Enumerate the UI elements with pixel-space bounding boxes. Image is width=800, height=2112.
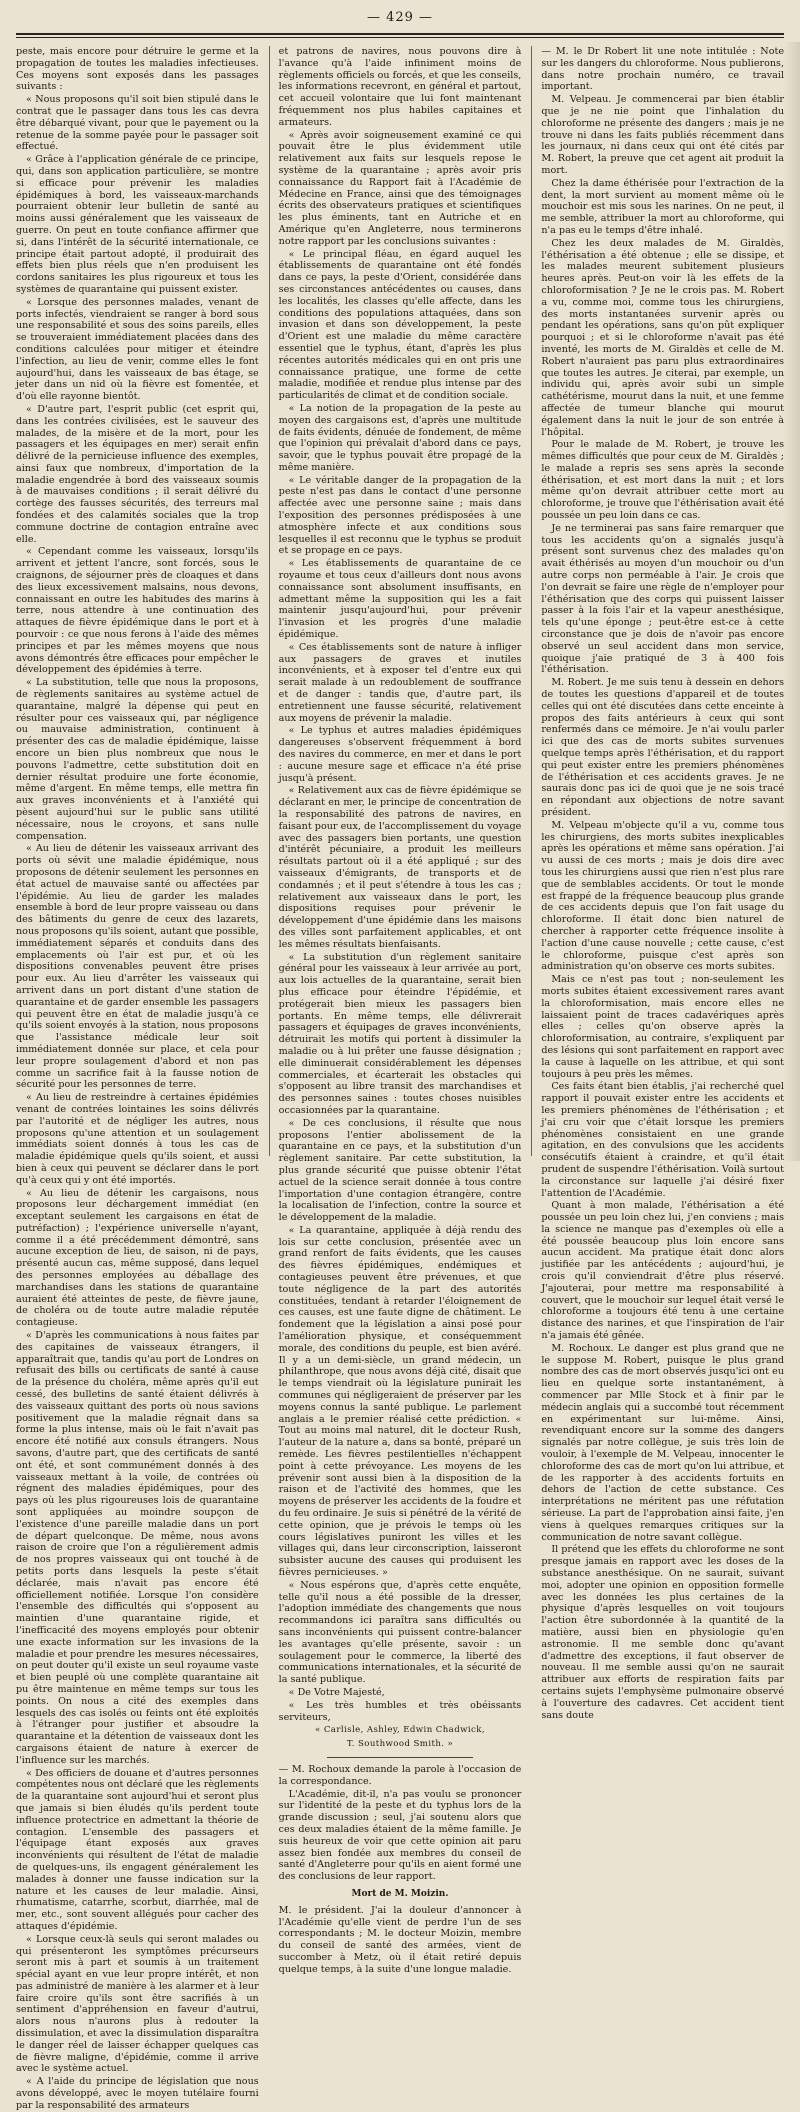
paragraph: Pour le malade de M. Robert, je trouve les mêmes difficultés que pour ceux de M. Giraldès ; le malade a repris ses sens après la seconde éthérisation, et est mort dans la nuit ; et lors même qu'on devrait attribuer cette mort au chloroforme, je trouve que l'éthérisation avait été poussée un peu loin dans ce cas. xyxy=(541,439,785,522)
paragraph: Quant à mon malade, l'éthérisation a été poussée un peu loin chez lui, j'en conviens ; mais la science ne manque pas d'exemples où elle a été poussée beaucoup plus loin encore sans aucun accident. Ma pratique était donc alors justifiée par les antécédents ; aujourd'hui, je crois qu'il conviendrait d'être plus réservé. J'ajouterai, pour mettre ma responsabilité à couvert, que le mouchoir sur lequel était versé le chloroforme a toujours été tenu à une certaine distance des narines, et que l'inspiration de l'air n'a jamais été gênée. xyxy=(541,1200,785,1342)
middle-main-text xyxy=(279,46,522,1723)
paragraph: « Le typhus et autres maladies épidémiques dangereuses s'observent fréquemment à bord des navires du commerce, en mer et dans le port : aucune mesure sage et efficace n'a été prise jusqu'à présent. xyxy=(278,725,522,784)
header-rule xyxy=(16,33,784,35)
page-number: — 429 — xyxy=(366,10,434,25)
paragraph: « Nous proposons qu'il soit bien stipulé dans le contrat que le passager dans tous les cas devra être débarqué vivant, pour que le payement ou la retenue de la somme payée pour le passager soit effectué. xyxy=(16,94,259,153)
paragraph: « Au lieu de détenir les vaisseaux arrivant des ports où sévit une maladie épidémique, nous proposons de détenir seulement les personnes en état actuel de mauvaise santé ou affectées par l'épidémie. Au lieu de garder les malades ensemble à bord de leur propre vaisseau ou dans des bâtiments du genre de ceux des lazarets, nous proposons qu'ils soient, autant que possible, immédiatement séparés et conduits dans des emplacements où l'air est pur, et où les dispositions convenables peuvent être prises pour eux. Au lieu d'arrêter les vaisseaux qui arrivent dans un port distant d'une station de quarantaine et de garder ensemble les passagers qui peuvent être en état de maladie jusqu'à ce qu'ils soient envoyés à la station, nous proposons que l'assistance médicale leur soit immédiatement donnée sur place, et cela pour leur propre soulagement d'abord et non pas comme un sacrifice fait à la fausse notion de sécurité pour les personnes de terre. xyxy=(16,843,259,1091)
paragraph: « Grâce à l'application générale de ce principe, qui, dans son application particulière, se montre si efficace pour prévenir les maladies épidémiques à bord, les vaisseaux-marchands pourraient obtenir leur bulletin de santé au moins aussi généralement que les vaisseaux de guerre. On peut en toute confiance affirmer que si, dans l'intérêt de la sécurité internationale, ce principe était partout adopté, il produirait des effets bien plus réels que n'en produisent les cordons sanitaires les plus rigoureux et tous les systèmes de quarantaine qui puissent exister. xyxy=(16,154,259,295)
paragraph: « La substitution d'un règlement sanitaire général pour les vaisseaux à leur arrivée au port, aux lois actuelles de la quarantaine, serait bien plus efficace pour éteindre l'épidémie, et protégerait bien mieux les passagers bien portants. En même temps, elle délivrerait passagers et équipages de graves inconvénients, détruirait les motifs qui portent à dissimuler la maladie ou à lui prêter une fausse désignation ; elle diminuerait considérablement les dépenses commerciales, et écarterait les obstacles qui s'opposent au libre transit des marchandises et des personnes saines : toutes choses nuisibles occasionnées par la quarantaine. xyxy=(278,951,522,1116)
paragraph: M. Velpeau m'objecte qu'il a vu, comme tous les chirurgiens, des morts subites inexplicables après les opérations et même sans opération. J'ai vu aussi de ces morts ; mais je dois dire avec tous les chirurgiens aussi que rien n'est plus rare que de semblables accidents. Or tout le monde est frappé de la fréquence beaucoup plus grande de ces accidents depuis que l'on fait usage du chloroforme. Il était donc bien naturel de chercher à rapporter cette fréquence insolite à l'action d'une cause nouvelle ; cette cause, c'est le chloroforme, puisque c'est après son administration qu'on observe ces morts subites. xyxy=(541,819,785,973)
paragraph: M. le président. J'ai la douleur d'annoncer à l'Académie qu'elle vient de perdre l'un de ses correspondants ; M. le docteur Moizin, membre du conseil de santé des armées, vient de succomber à Metz, où il était retiré depuis quelque temps, à la suite d'une longue maladie. xyxy=(278,1904,522,1975)
paragraph: Chez la dame éthérisée pour l'extraction de la dent, la mort survient au moment même où le mouchoir est mis sous les narines. On ne peut, il me semble, attribuer la mort au chloroforme, qui n'a pas eu le temps d'être inhalé. xyxy=(541,177,785,236)
section-subhead: Mort de M. Moizin. xyxy=(351,1888,449,1899)
paragraph: « D'après les communications à nous faites par des capitaines de vaisseaux étrangers, il apparaîtrait que, tandis qu'au port de Londres on refusait des bills ou certificats de santé à cause de la présence du choléra, même après qu'il eut cessé, des bulletins de santé étaient délivrés à des vaisseaux quittant des ports où nous savions positivement que la maladie régnait dans sa forme la plus intense, mais où le fait n'avait pas encore été notifié aux consuls étrangers. Nous savons, d'autre part, que des certificats de santé ont été, et sont communément donnés à des vaisseaux mettant à la voile, de contrées où régnent des maladies épidémiques, pour des pays où les plus rigoureuses lois de quarantaine sont appliquées au moindre soupçon de l'existence d'une pareille maladie dans un port de départ quelconque. De même, nous avons raison de croire que l'on a régulièrement admis de nos propres vaisseaux qui ont touché à de petits ports dans lesquels la peste s'était déclarée, mais n'avait pas encore été officiellement notifiée. Lorsque l'on considère l'ensemble des difficultés qui s'opposent au maintien d'une quarantaine rigide, et l'inefficacité des moyens employés pour obtenir une exacte information sur les invasions de la maladie et pour prendre les mesures nécessaires, on peut douter qu'il existe un seul royaume vaste et bien peuplé où une complète quarantaine ait pu être maintenue en même temps sur tous les points. On nous a cité des exemples dans lesquels des cas isolés ou feints ont été exploités à l'étranger pour justifier et absoudre la quarantaine et la détention de vaisseaux dont les cargaisons étaient de nature à exercer de l'influence sur les marchés. xyxy=(16,1330,259,1766)
paragraph: M. Velpeau. Je commencerai par bien établir que je ne nie point que l'inhalation du chloroforme ne présente des dangers ; mais je ne trouve ni dans les faits publiés récemment dans les journaux, ni dans ceux qui ont été cités par M. Robert, la preuve que cet agent ait produit la mort. xyxy=(541,94,785,176)
paragraph: « Lorsque des personnes malades, venant de ports infectés, viendraient se ranger à bord sous une responsabilité et sous des soins pareils, elles se trouveraient immédiatement placées dans des conditions calculées pour mitiger et éteindre l'infection, au lieu de venir, comme elles le font aujourd'hui, dans les vaisseaux de bas étage, se jeter dans un nid où la fièvre est fomentée, et d'où elle rayonne bientôt. xyxy=(16,296,259,403)
paragraph: « Au lieu de restreindre à certaines épidémies venant de contrées lointaines les soins délivrés par l'autorité et de négliger les autres, nous proposons qu'une attention et un soulagement immédiats soient donnés à tous les cas de maladie épidémique quels qu'ils soient, et aussi bien à ceux qui peuvent se déclarer dans le port qu'à ceux qui y ont été importés. xyxy=(16,1092,259,1186)
paragraph: « D'autre part, l'esprit public (cet esprit qui, dans les contrées civilisées, est le sauveur des malades, de la misère et de la mort, pour les passagers et les équipages en mer) serait enfin délivré de la pernicieuse influence des exemples, ainsi faux que nombreux, d'importation de la maladie engendrée à bord des vaisseaux soumis à de mauvaises conditions ; il serait délivré du cortège des fausses sécurités, des terreurs mal fondées et des calamités sociales que la trop commune doctrine de contagion entraîne avec elle. xyxy=(16,403,259,545)
paragraph: « De ces conclusions, il résulte que nous proposons l'entier abolissement de la quarantaine en ce pays, et la substitution d'un règlement sanitaire. Par cette substitution, la plus grande sécurité que puisse obtenir l'état actuel de la science serait donnée à tous contre l'importation d'une contagion étrangère, contre la localisation de l'infection, contre la source et le développement de la maladie. xyxy=(278,1117,522,1224)
paragraph: « Ces établissements sont de nature à infliger aux passagers de graves et inutiles inconvénients, et à exposer tel d'entre eux qui serait malade à un redoublement de souffrance et de danger : tandis que, d'autre part, ils entretiennent une fausse sécurité, relativement aux moyens de prévenir la maladie. xyxy=(278,641,522,724)
paragraph: « Les très humbles et très obéissants serviteurs, xyxy=(278,1699,522,1723)
paragraph: « De Votre Majesté, xyxy=(288,1686,385,1698)
paragraph: Je ne terminerai pas sans faire remarquer que tous les accidents qu'on a signalés jusqu'à présent sont survenus chez des malades qu'on avait éthérisés au moyen d'un mouchoir ou d'un autre corps non perméable à l'air. Je crois que l'on devrait se faire une règle de n'employer pour l'éthérisation que des corps qui puissent laisser passer à la fois l'air et la vapeur anesthésique, tels qu'une éponge ; peut-être est-ce à cette circonstance que je dois de n'avoir pas encore observé un seul accident dans mon service, quoique j'aie pratiqué de 3 à 400 fois l'éthérisation. xyxy=(541,522,785,676)
paragraph: « Après avoir soigneusement examiné ce qui pouvait être le plus évidemment utile relativement aux faits sur lesquels repose le système de la quarantaine ; après avoir pris connaissance du Rapport fait à l'Académie de Médecine en France, ainsi que des témoignages écrits des observateurs pratiques et scientifiques les plus éminents, tant en Autriche et en Amérique qu'en Angleterre, nous terminerons notre rapport par les conclusions suivantes : xyxy=(278,129,522,247)
page-edge-shadow xyxy=(784,42,800,1161)
paragraph: « Nous espérons que, d'après cette enquête, telle qu'il nous a été possible de la dresser, l'adoption immédiate des changements que nous recommandons ici paraîtra sans difficultés ou sans inconvénients qui puissent contre-balancer les avantages qu'elle présente, savoir : un soulagement pour le commerce, la liberté des communications internationales, et la sécurité de la santé publique. xyxy=(278,1579,522,1686)
header-rule-thin xyxy=(16,37,784,38)
paragraph: peste, mais encore pour détruire le germe et la propagation de toutes les maladies infectieuses. Ces moyens sont exposés dans les passages suivants : xyxy=(16,46,259,93)
paragraph: « A l'aide du principe de législation que nous avons développé, avec le moyen tutélaire fourni par la responsabilité des armateurs xyxy=(16,2076,259,2111)
paragraph: « La notion de la propagation de la peste au moyen des cargaisons est, d'après une multitude de faits évidents, dénuée de fondement, de même que l'opinion qui prévalait d'abord dans ce pays, savoir, que le typhus pouvait être propagé de la même manière. xyxy=(278,402,522,473)
signatories-line-2: T. Southwood Smith. » xyxy=(346,1739,454,1750)
column-left xyxy=(16,46,259,2111)
paragraph: Ces faits étant bien établis, j'ai recherché quel rapport il pouvait exister entre les accidents et les premiers phénomènes de l'éthérisation ; et j'ai cru voir que c'était lorsque les premiers phénomènes consistaient en une grande agitation, en des convulsions que les accidents consécutifs étaient à craindre, et qu'il était prudent de suspendre l'éthérisation. Voilà surtout la circonstance sur laquelle j'ai désiré fixer l'attention de l'Académie. xyxy=(541,1081,785,1199)
paragraph: — M. le Dr Robert lit une note intitulée : Note sur les dangers du chloroforme. Nous publierons, dans notre prochain numéro, ce travail important. xyxy=(541,46,785,93)
paragraph: « La quarantaine, appliquée à déjà rendu des lois sur cette conclusion, présentée avec un grand renfort de faits évidents, que les causes des fièvres épidémiques, endémiques et contagieuses peuvent être prévenues, et que toute négligence de la part des autorités constituées, tendant à retarder l'éloignement de ces causes, est une faute digne de châtiment. Le fondement que la législation a ainsi posé pour l'amélioration physique, et conséquemment morale, des conditions du peuple, est bien avéré. Il y a un demi-siècle, un grand médecin, un philanthrope, que nous avons déjà cité, disait que le temps viendrait où la législature punirait les communes qui négligeraient de préserver par les moyens connus la santé publique. Le parlement anglais a le premier réalisé cette prédiction. « Tout au moins mal naturel, dit le docteur Rush, l'auteur de la nature a, dans sa bonté, préparé un remède. Les fièvres pestilentielles n'échappent point à cette prévoyance. Les moyens de les prévenir sont aussi bien à la disposition de la raison et de l'activité des hommes, que les moyens de préserver les accidents de la foudre et du feu ordinaire. Je suis si pénétré de la vérité de cette opinion, que je prévois le temps où les cours législatives puniront les villes et les villages qui, dans leur circonscription, laisseront subsister aucune des causes qui produisent les fièvres pernicieuses. » xyxy=(278,1224,522,1578)
paragraph: « Cependant comme les vaisseaux, lorsqu'ils arrivent et jettent l'ancre, sont forcés, sous le craignons, de séjourner près de cloaques et dans des lieux excessivement malsains, nous devons, connaissant en outre les habitudes des marins à terre, nous attendre à une continuation des attaques de fièvre épidémique dans le port et à pourvoir : ce que nous ferons à l'aide des mêmes principes et par les mêmes moyens que nous avons démontrés être efficaces pour empêcher le développement des épidémies à terre. xyxy=(16,546,259,676)
paragraph: M. Robert. Je me suis tenu à dessein en dehors de toutes les questions d'appareil et de toutes celles qui ont été discutées dans cette enceinte à propos des faits antérieurs à ceux qui sont renfermés dans ce mémoire. Je n'ai voulu parler ici que des cas de morts subites survenues quelque temps après l'éthérisation, et du rapport qui peut exister entre les premiers phénomènes de l'éthérisation et ces accidents graves. Je ne saurais donc pas ici de quoi que je ne sois tracé en répondant aux objections de notre savant président. xyxy=(541,677,785,818)
paragraph: L'Académie, dit-il, n'a pas voulu se prononcer sur l'identité de la peste et du typhus lors de la grande discussion ; seul, j'ai soutenu alors que ces deux maladies étaient de la même famille. Je suis heureux de voir que cette opinion ait paru assez bien fondée aux membres du conseil de santé d'Angleterre pour qu'ils en aient formé une des conclusions de leur rapport. xyxy=(278,1788,522,1883)
paragraph: « Relativement aux cas de fièvre épidémique se déclarant en mer, le principe de concentration de la responsabilité des patrons de navires, en faisant pour eux, de l'accomplissement du voyage avec des passagers bien portants, une question d'intérêt pécuniaire, a produit les meilleurs résultats partout où il a été appliqué ; sur des vaisseaux d'émigrants, de transports et de condamnés ; et il peut s'étendre à tous les cas ; relativement aux vaisseaux dans le port, les dispositions requises pour prévenir le développement d'une épidémie dans les maisons des villes sont parfaitement applicables, et ont les mêmes résultats bienfaisants. xyxy=(278,785,522,950)
section-divider xyxy=(327,1757,473,1758)
paragraph: Mais ce n'est pas tout ; non-seulement les morts subites étaient excessivement rares avant la chloroformisation, mais encore elles ne laissaient point de traces cadavériques après elles ; celles qu'on observe après la chloroformisation, au contraire, s'expliquent par des lésions qui sont parfaitement en rapport avec la cause à laquelle on les attribue, et qui sont toujours à peu près les mêmes. xyxy=(541,974,785,1080)
column-right xyxy=(531,46,785,1721)
paragraph: « Le véritable danger de la propagation de la peste n'est pas dans le contact d'une personne affectée avec une personne saine ; mais dans l'exposition des personnes prédisposées à une atmosphère infecte et aux conditions sous lesquelles il est reconnu que le typhus se produit et se propage en ce pays. xyxy=(278,474,522,557)
obituary-text xyxy=(279,1905,522,1976)
paragraph: — M. Rochoux demande la parole à l'occasion de la correspondance. xyxy=(278,1763,522,1787)
paragraph: « Lorsque ceux-là seuls qui seront malades ou qui présenteront les symptômes précurseurs seront mis à part et soumis à un traitement spécial ayant en vue leur propre intérêt, et non pas administré de manière à les alarmer et à leur faire croire qu'ils sont être sacrifiés à un sentiment d'appréhension en faveur d'autrui, alors nous n'aurons plus à redouter la dissimulation, et avec la dissimulation disparaîtra le danger réel de laisser échapper quelques cas de fièvre maligne, d'épidémie, comme il arrive avec le système actuel. xyxy=(16,1933,259,2075)
paragraph: « Le principal fléau, en égard auquel les établissements de quarantaine ont été fondés dans ce pays, la peste d'Orient, considérée dans ses circonstances antécédentes ou causes, dans les localités, les classes qu'elle affecte, dans les conditions des populations attaquées, dans son invasion et dans son développement, la peste d'Orient est une maladie du même caractère essentiel que le typhus, étant, d'après les plus récentes autorités médicales qui en ont pris une connaissance pratique, une forme de cette maladie, modifiée et rendue plus intense par des particularités de climat et de condition sociale. xyxy=(278,248,522,402)
signatories-line-1: « Carlisle, Ashley, Edwin Chadwick, xyxy=(315,1725,485,1736)
paragraph: M. Rochoux. Le danger est plus grand que ne le suppose M. Robert, puisque le plus grand nombre des cas de mort observés jusqu'ici ont eu lieu en quelque sorte instantanément, à commencer par Mlle Stock et à finir par le médecin anglais qui a succombé tout récemment en expérimentant sur lui-même. Ainsi, revendiquant encore sur la somme des dangers signalés par notre collègue, je suis très loin de vouloir, à l'exemple de M. Velpeau, innocenter le chloroforme des cas de mort qu'on lui attribue, et de les rapporter à des accidents fortuits en dehors de l'action de cette substance. Ces interprétations ne méritent pas une réfutation sérieuse. La part de l'approbation ainsi faite, j'en viens à quelques remarques critiques sur la communication de notre savant collègue. xyxy=(541,1342,785,1543)
paragraph: Chez les deux malades de M. Giraldès, l'éthérisation a été obtenue ; elle se dissipe, et les malades meurent subitement plusieurs heures après. Peut-on voir là les effets de la chloroformisation ? Je ne le crois pas. M. Robert a vu, comme moi, comme tous les chirurgiens, des morts instantanées survenir après ou pendant les opérations, sans qu'on pût expliquer pourquoi ; et si le chloroforme n'avait pas été inventé, les morts de M. Giraldès et celle de M. Robert n'auraient pas paru plus extraordinaires que toutes les autres. Je citerai, par exemple, un individu qui, après avoir subi un simple cathétérisme, mourut dans la nuit, et une femme affectée de tumeur blanche qui mourut également dans la nuit le jour de son entrée à l'hôpital. xyxy=(541,237,785,438)
middle-closing-text xyxy=(279,1764,522,1883)
paragraph: « La substitution, telle que nous la proposons, de règlements sanitaires au système actuel de quarantaine, malgré la dépense qui peut en résulter pour ces vaisseaux qui, par négligence ou mauvaise administration, continuent à présenter des cas de maladie épidémique, laisse encore un bien plus nombreux que nous le pouvons l'admettre, cette substitution doit en dernier résultat produire une forte économie, même d'argent. En même temps, elle mettra fin aux graves inconvénients et à l'anxiété qui pèsent aujourd'hui sur le public sans utilité nécessaire, nous le croyons, et sans nulle compensation. xyxy=(16,677,259,842)
paragraph: Il prétend que les effets du chloroforme ne sont presque jamais en rapport avec les doses de la substance anesthésique. On ne saurait, suivant moi, adopter une opinion en opposition formelle avec les données les plus certaines de la physique d'après lesquelles on voit toujours l'action être subordonnée à la quantité de la matière, aussi bien en physiologie qu'en astronomie. Il me semble donc qu'avant d'admettre des exceptions, il faut observer de nouveau. Il me semble aussi qu'on ne saurait attribuer aux efforts de respiration faits par certains sujets l'emphysème pulmonaire observé à l'ouverture des cadavres. Cet accident tient sans doute xyxy=(541,1544,785,1721)
paragraph: « Au lieu de détenir les cargaisons, nous proposons leur déchargement immédiat (en exceptant seulement les cargaisons en état de putréfaction) ; l'expérience universelle n'ayant, comme il a été précédemment démontré, sans aucune exception de lieu, de saison, ni de pays, présenté aucun cas, même supposé, dans lequel des personnes employées au déballage des marchandises dans les stations de quarantaine auraient été atteintes de peste, de fièvre jaune, de choléra ou de toute autre maladie réputée contagieuse. xyxy=(16,1187,259,1329)
paragraph: et patrons de navires, nous pouvons dire à l'avance qu'à l'aide infiniment moins de règlements officiels ou forcés, et que les conseils, les informations recevront, en général et partout, cet accueil volontaire que lui font maintenant fréquemment nos plus habiles capitaines et armateurs. xyxy=(278,46,522,128)
text-columns xyxy=(16,46,785,2111)
paragraph: « Les établissements de quarantaine de ce royaume et tous ceux d'ailleurs dont nous avons connaissance sont absolument insuffisants, en admettant même la supposition qui les a fait maintenir jusqu'aujourd'hui, pour prévenir l'invasion et les progrès d'une maladie épidémique. xyxy=(278,558,522,641)
paragraph: « Des officiers de douane et d'autres personnes compétentes nous ont déclaré que les règlements de la quarantaine sont aujourd'hui et seront plus que jamais si bien éludés qu'ils perdent toute influence protectrice en admettant la théorie de contagion. L'ensemble des passagers et l'équipage étant exposés aux graves inconvénients qui résultent de l'état de maladie de quelques-uns, ils engagent généralement les malades à donner une fausse indication sur la nature et les causes de leur maladie. Ainsi, rhumatisme, catarrhe, scorbut, diarrhée, mal de mer, etc., sont souvent allégués pour cacher des attaques d'épidémie. xyxy=(16,1767,259,1932)
column-middle xyxy=(269,46,522,1975)
